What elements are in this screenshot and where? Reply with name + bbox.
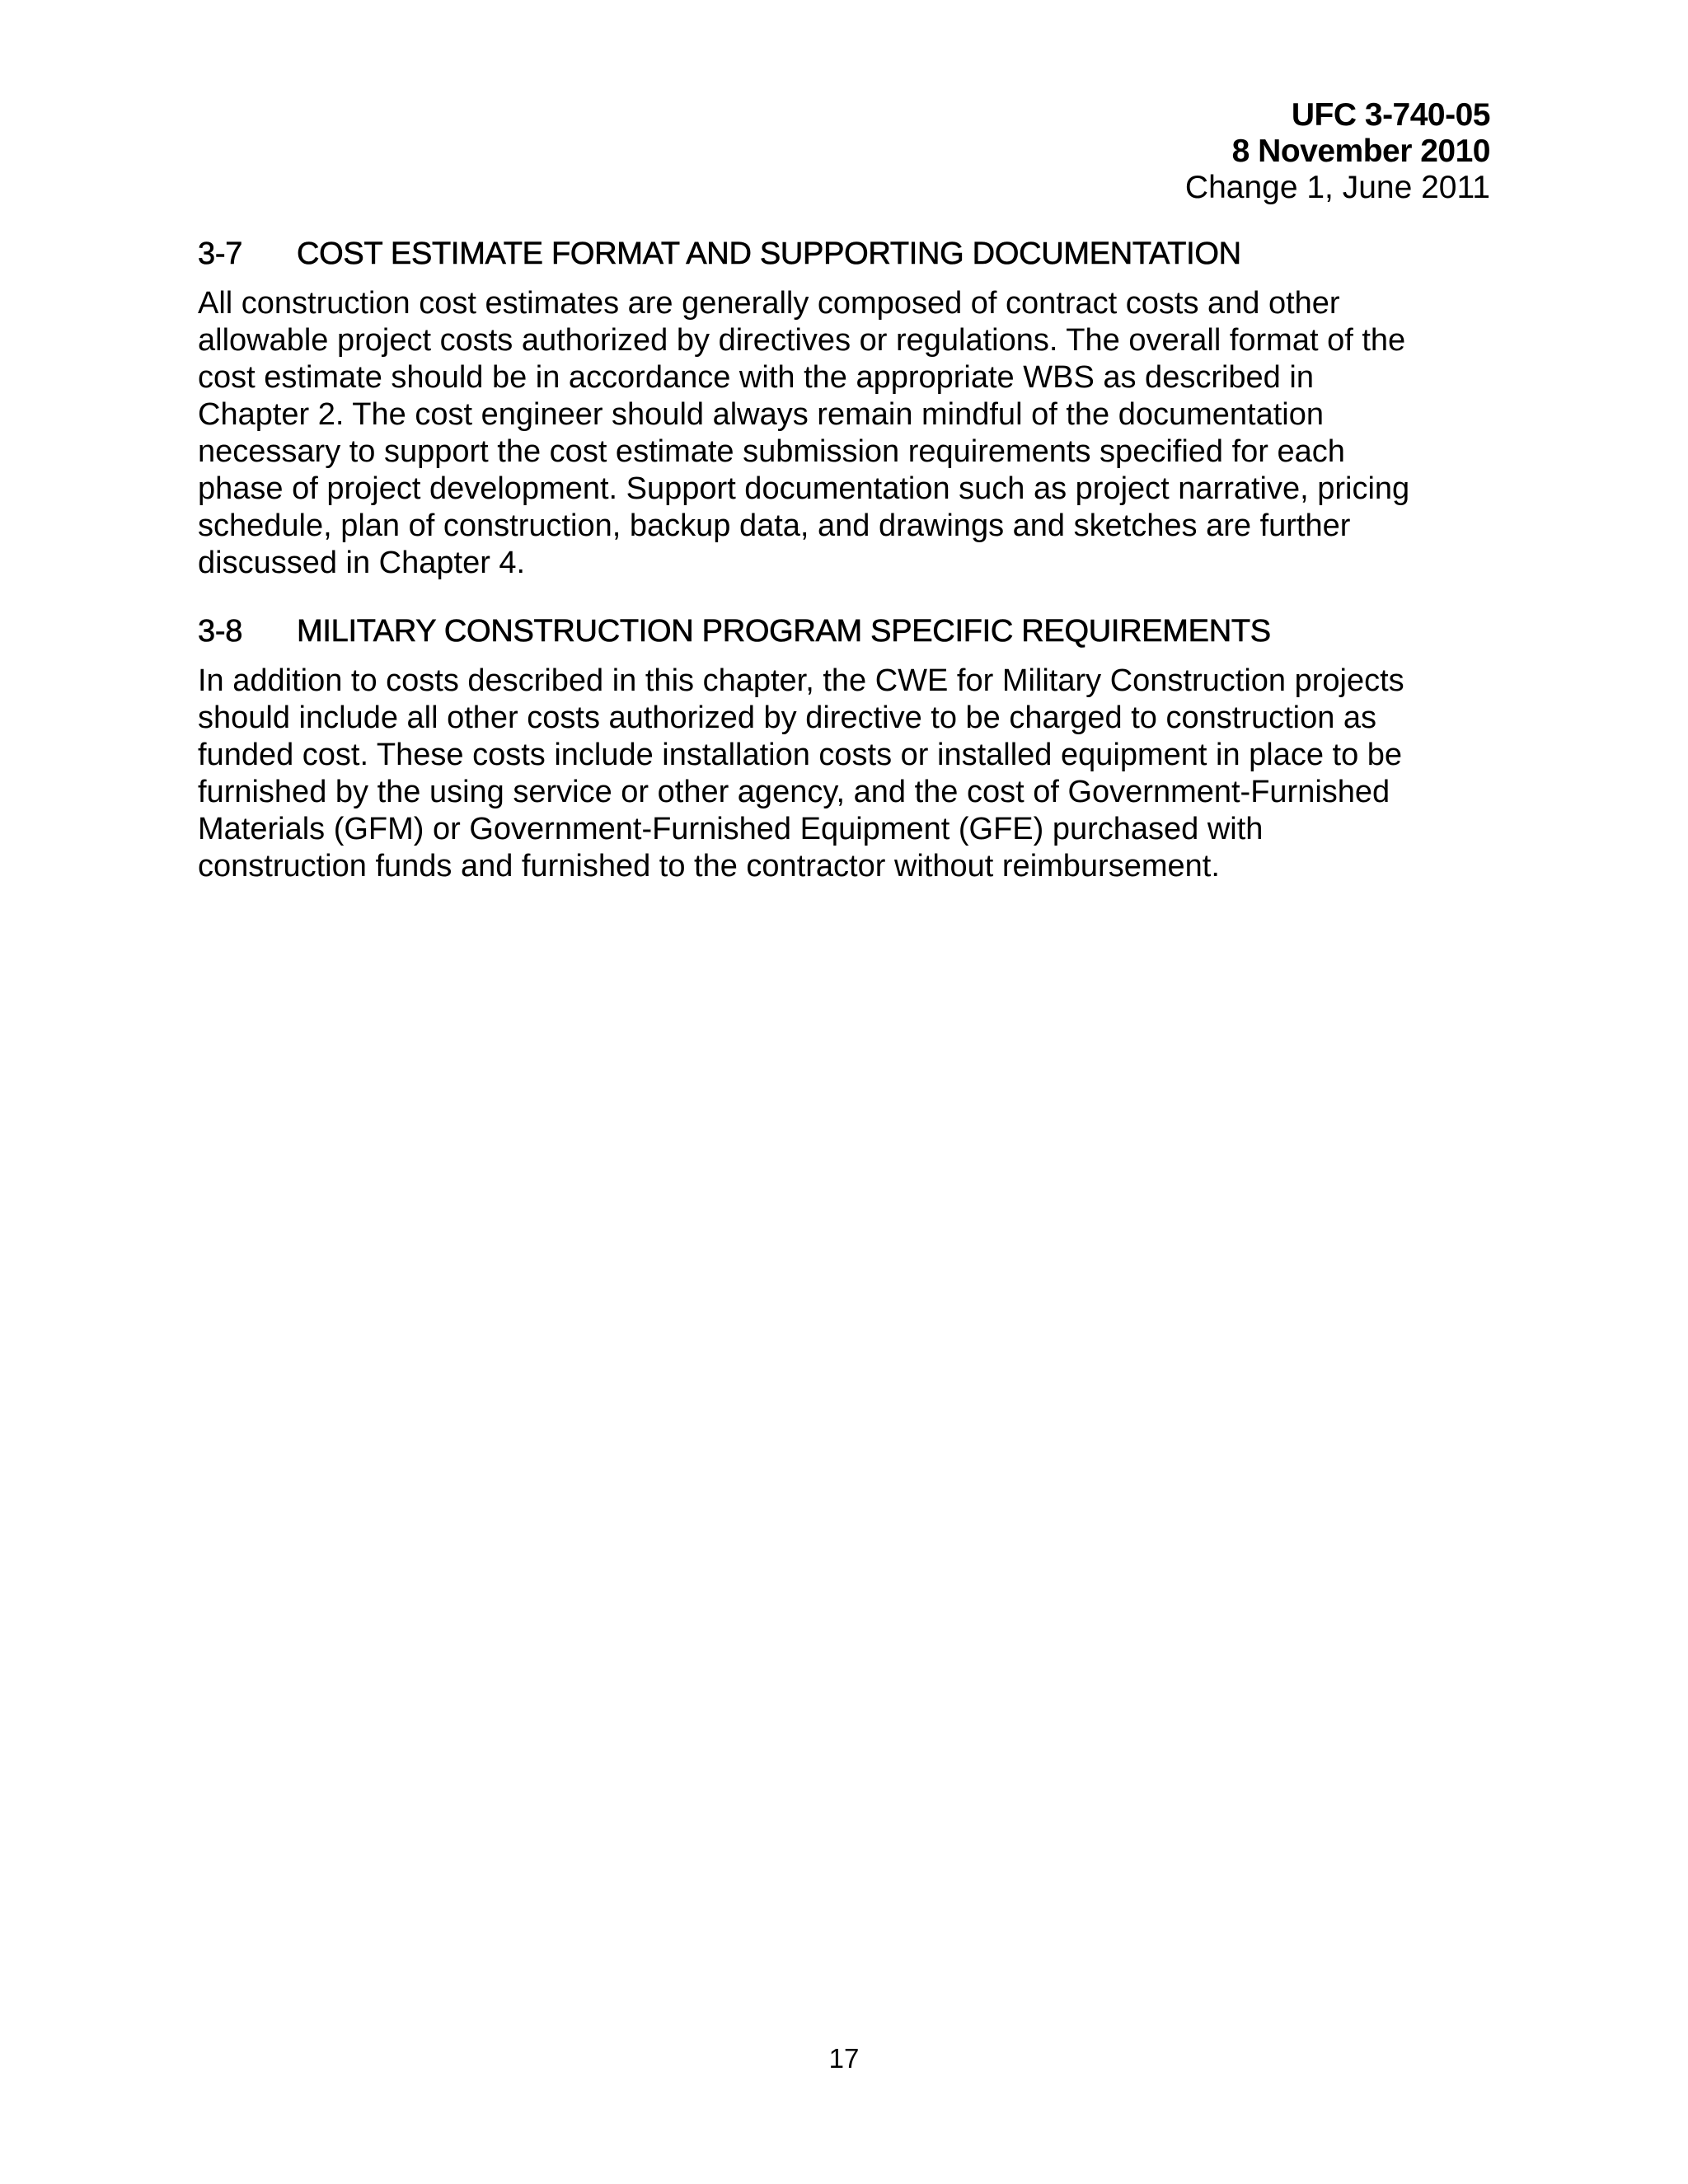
section-title: COST ESTIMATE FORMAT AND SUPPORTING DOCUMENTATION xyxy=(297,237,1241,271)
section-paragraph xyxy=(198,285,1490,582)
main-content xyxy=(198,236,1490,916)
section-3-7 xyxy=(198,236,1490,582)
section-title: MILITARY CONSTRUCTION PROGRAM SPECIFIC REQUIREMENTS xyxy=(297,614,1271,649)
section-3-8 xyxy=(198,613,1490,885)
section-heading xyxy=(198,613,1490,649)
document-change: Change 1, June 2011 xyxy=(1184,170,1490,205)
paragraph-line: should include all other costs authorized by directive to be charged to construction as xyxy=(198,701,1377,735)
paragraph-line: All construction cost estimates are generally composed of contract costs and other xyxy=(198,286,1340,321)
paragraph-line: allowable project costs authorized by directives or regulations. The overall format of the xyxy=(198,323,1406,358)
paragraph-line: In addition to costs described in this chapter, the CWE for Military Construction projects xyxy=(198,663,1404,698)
section-heading xyxy=(198,236,1490,272)
paragraph-line: Chapter 2. The cost engineer should always remain mindful of the documentation xyxy=(198,397,1324,432)
paragraph-line: construction funds and furnished to the contractor without reimbursement. xyxy=(198,849,1220,883)
paragraph-line: funded cost. These costs include installation costs or installed equipment in place to be xyxy=(198,738,1403,772)
section-number: 3-7 xyxy=(198,237,243,271)
paragraph-line: cost estimate should be in accordance with the appropriate WBS as described in xyxy=(198,360,1314,395)
section-paragraph xyxy=(198,663,1490,885)
document-date: 8 November 2010 xyxy=(1231,134,1490,169)
paragraph-line: phase of project development. Support documentation such as project narrative, pricing xyxy=(198,471,1410,506)
section-number: 3-8 xyxy=(198,614,243,649)
document-header xyxy=(1185,97,1490,206)
paragraph-line: Materials (GFM) or Government-Furnished Equipment (GFE) purchased with xyxy=(198,812,1264,846)
page-number: 17 xyxy=(828,2043,860,2074)
document-id: UFC 3-740-05 xyxy=(1291,97,1490,133)
paragraph-line: discussed in Chapter 4. xyxy=(198,546,526,580)
paragraph-line: necessary to support the cost estimate submission requirements specified for each xyxy=(198,434,1345,469)
paragraph-line: furnished by the using service or other agency, and the cost of Government-Furnished xyxy=(198,775,1390,809)
paragraph-line: schedule, plan of construction, backup data, and drawings and sketches are further xyxy=(198,509,1351,543)
